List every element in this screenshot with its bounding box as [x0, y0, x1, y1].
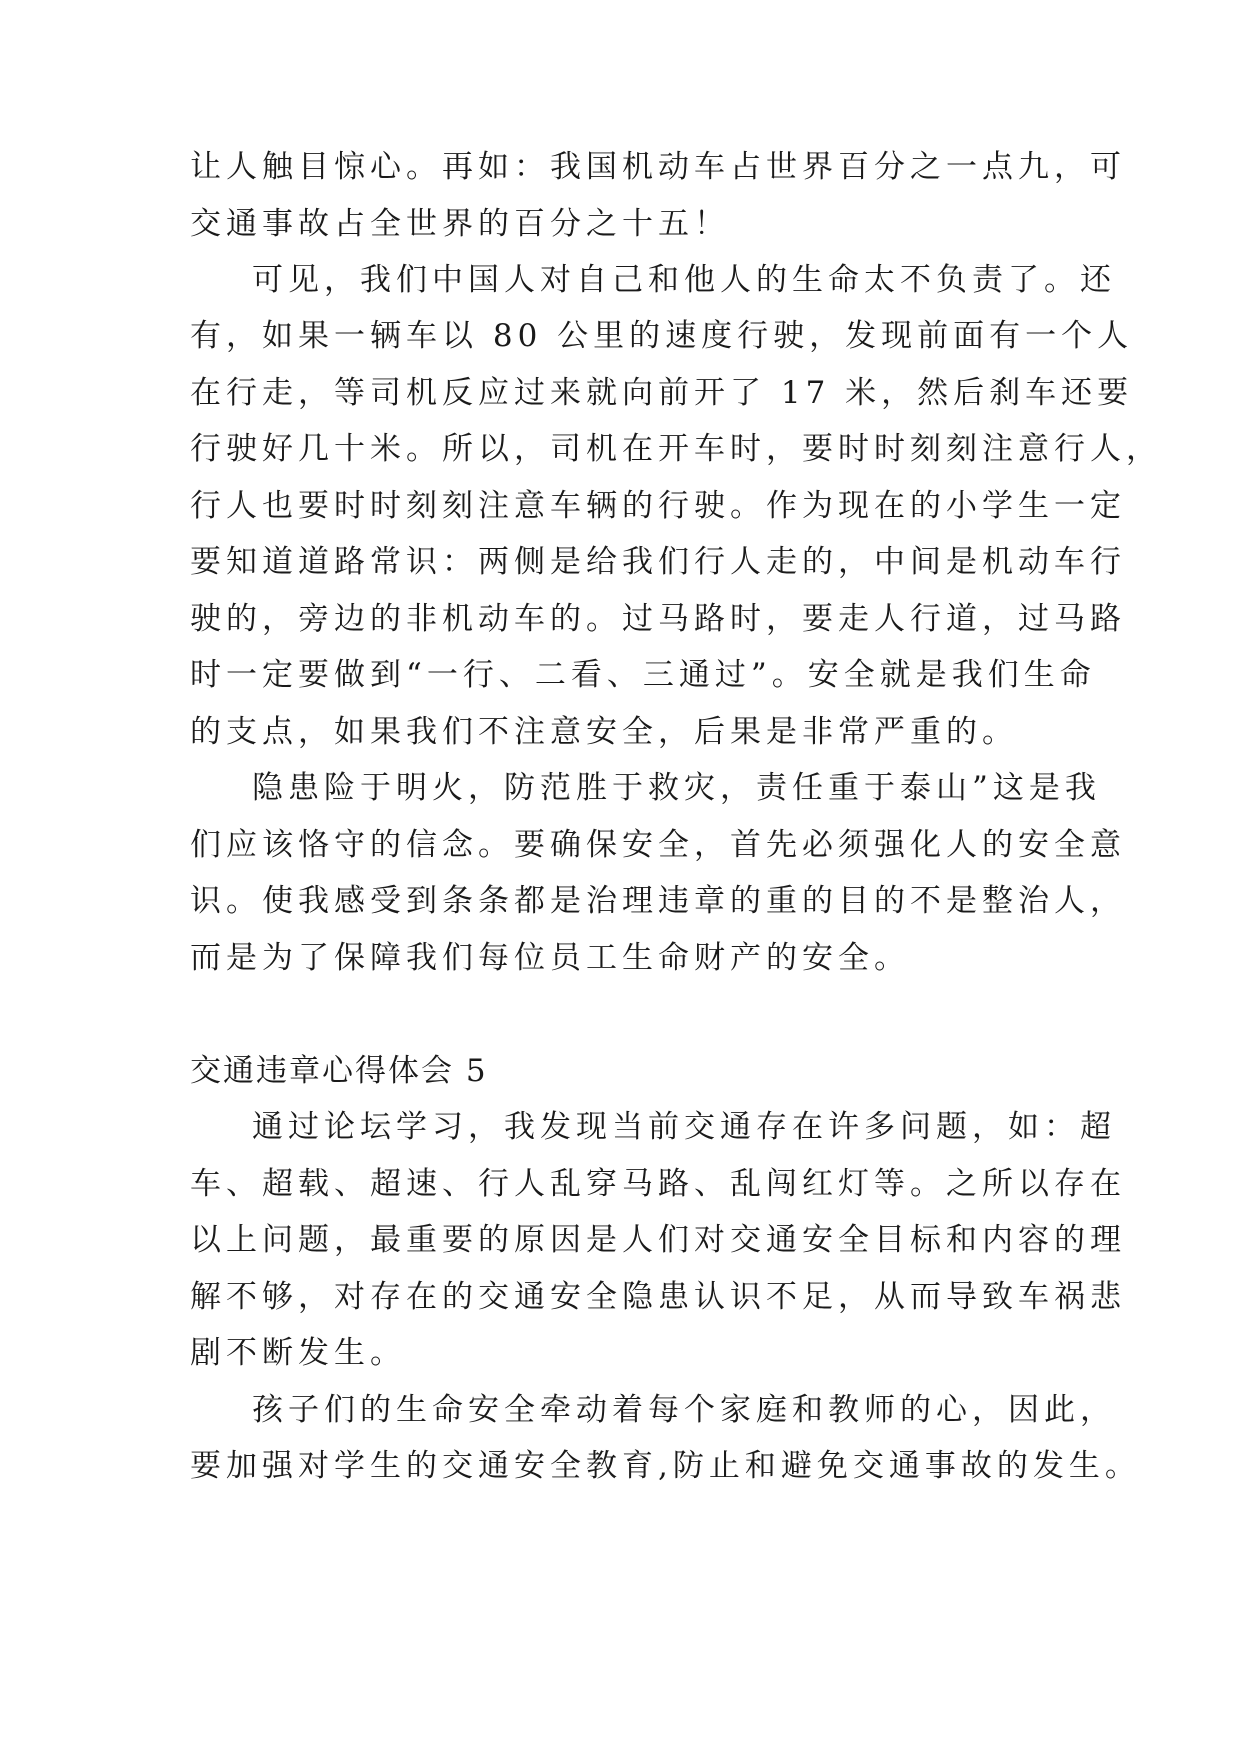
text-line: 而是为了保障我们每位员工生命财产的安全。 — [190, 940, 910, 976]
text-line: 让人触目惊心。再如：我国机动车占世界百分之一点九，可 — [190, 149, 1126, 185]
text-line: 行人也要时时刻刻注意车辆的行驶。作为现在的小学生一定 — [190, 488, 1126, 524]
text-line: 要加强对学生的交通安全教育,防止和避免交通事故的发生。 — [190, 1448, 1141, 1484]
text-line: 要知道道路常识：两侧是给我们行人走的，中间是机动车行 — [190, 544, 1126, 580]
paragraph-first-line: 隐患险于明火，防范胜于救灾，责任重于泰山”这是我 — [252, 770, 1101, 806]
text-line: 在行走，等司机反应过来就向前开了 17 米，然后刹车还要 — [190, 375, 1134, 411]
text-line: 以上问题，最重要的原因是人们对交通安全目标和内容的理 — [190, 1222, 1126, 1258]
section-heading: 交通违章心得体会 5 — [190, 1053, 488, 1089]
text-line: 行驶好几十米。所以，司机在开车时，要时时刻刻注意行人， — [190, 431, 1162, 467]
text-line: 驶的，旁边的非机动车的。过马路时，要走人行道，过马路 — [190, 601, 1126, 637]
text-line: 解不够，对存在的交通安全隐患认识不足，从而导致车祸悲 — [190, 1279, 1126, 1315]
text-line: 时一定要做到“一行、二看、三通过”。安全就是我们生命 — [190, 657, 1096, 693]
text-line: 们应该恪守的信念。要确保安全，首先必须强化人的安全意 — [190, 827, 1126, 863]
text-line: 车、超载、超速、行人乱穿马路、乱闯红灯等。之所以存在 — [190, 1166, 1126, 1202]
text-line: 识。使我感受到条条都是治理违章的重的目的不是整治人， — [190, 883, 1126, 919]
paragraph-first-line: 孩子们的生命安全牵动着每个家庭和教师的心，因此， — [252, 1392, 1116, 1428]
paragraph-first-line: 通过论坛学习，我发现当前交通存在许多问题，如：超 — [252, 1109, 1116, 1145]
text-line: 剧不断发生。 — [190, 1335, 406, 1371]
text-line: 的支点，如果我们不注意安全，后果是非常严重的。 — [190, 714, 1018, 750]
text-line: 有，如果一辆车以 80 公里的速度行驶，发现前面有一个人 — [190, 318, 1134, 354]
paragraph-first-line: 可见，我们中国人对自己和他人的生命太不负责了。还 — [252, 262, 1116, 298]
text-line: 交通事故占全世界的百分之十五！ — [190, 206, 730, 242]
